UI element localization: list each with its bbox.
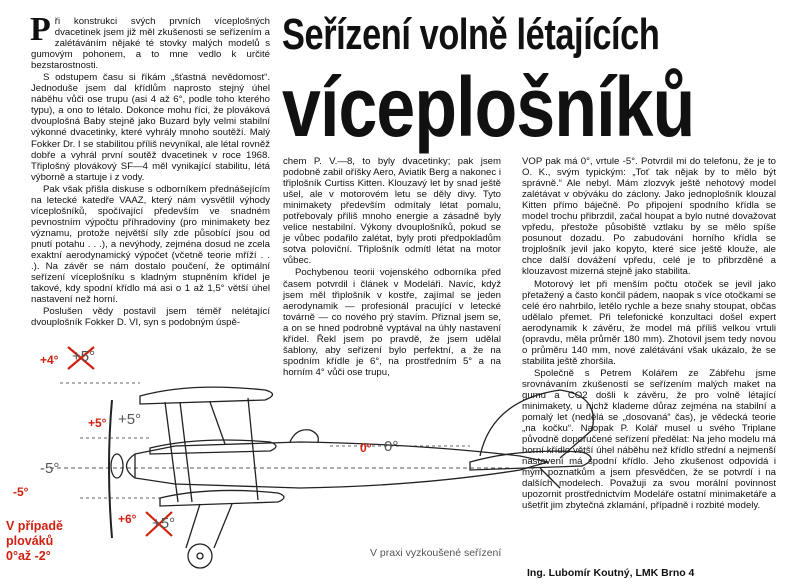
headline-line2: víceplošníků — [282, 60, 695, 154]
new-angle-bottom: +6° — [118, 512, 137, 526]
new-angle-propeller: -5° — [13, 485, 29, 499]
paragraph: VOP pak má 0°, vrtule -5°. Potvrdil mi do telefonu, že je to O. K., svým typickým: „Toť tak nějak by to mělo být správně.“ Ale nebyl. Mám zlozvyk ještě nehotový model zalétávat v obýváku do záclony. Jako jednoplošník klouzal Kitten přímo báječně. Po připojení spodního křídla se model trochu přibrzdil, začal houpat a bylo nutné dovažovat vpředu, přestože působiště vztlaku by se mělo spíše posunout dozadu. Po zabudování horního křídla se trojplošník jevil jako kopyto, které sice ještě klouže, ale chce další dovážení vpředu, celé je to přibrzděné a klouzavost mizerná stejně jako stabilita. — [522, 156, 776, 278]
paragraph: Poslušen vědy postavil jsem téměř nelétající dvouplošník Fokker D. VI, syn s podobným úspě- — [31, 306, 270, 329]
old-angle-propeller: -5° — [40, 460, 60, 477]
new-angle-top: +4° — [40, 353, 59, 367]
headline-line1: Seřízení volně létajících — [282, 10, 660, 59]
new-angle-stabilizer: 0° — [360, 441, 372, 455]
paragraph: Motorový let při menším počtu otoček se jevil jako přetažený a často končil pádem, naopak s více otočkami se celé éro nahrbilo, letělo rychle a beze snahy stoupat, občas udělalo přemet. Při telefonické konzultaci došel expert aerodynamik k závěru, že model má příliš velkou vrtuli (opravdu, měla průměr 180 mm). Zhotovil jsem tedy novou o průměru 140 mm, nové zalétávání však ukázalo, že se stabilita ještě zhoršila. — [522, 278, 776, 367]
article-column-1 — [30, 11, 270, 329]
new-angle-middle: +5° — [88, 416, 107, 430]
float-note: V případě plováků 0°až -2° — [6, 519, 63, 563]
old-angle-bottom: +5° — [152, 515, 176, 532]
author-byline: Ing. Lubomír Koutný, LMK Brno 4 — [527, 567, 695, 579]
old-angle-stabilizer: 0° — [384, 438, 399, 455]
old-angle-middle: +5° — [118, 411, 142, 428]
paragraph: chem P. V.—8, to byly dvacetinky; pak jsem podobně zabil oříšky Aero, Aviatik Berg a nakonec i třiplošník Curtiss Kitten. Klouzavý let by snad ještě ušel, ale v motorovém letu se děly divy. Tyto minimakety především odmítaly létat pomalu, potřebovaly příliš mnoho energie a zásadně byly velice nestabilní. Výkony dvouplošníků, pokud se je vůbec podařilo zalétat, byly proti předpokladům sotva poloviční. Třiplošník odmítl létat na motor vůbec. — [283, 156, 501, 267]
paragraph: Společně s Petrem Kolářem ze Zábřehu jsme srovnávaním zkušeností se seřízením malých maket na gumu a CO2 došli k závěru, že pro volně létající minimakety, u nichž klademe důraz zejména na stabilní a pomalý let (nedělá se „dosovaná“ čas), je vědecká teorie „na kočku“. Naopak P. Kolář musel u svého Triplane původně doporučené seřízení předělat: Na jeho modelu má horní křídlo větší úhel náběhu než křídlo střední a nejmenší nastavení má spodní křídlo. Jeho zkušenost odpovídá i mým poznatkům a jsem přesvědčen, že se potvrdí i na dalších modelech. Považuji za svou morální povinnost upozornit prostřednictvím Modeláře ostatní minimaketáře a ušetřit jim zbytečná zklamání, případně i rozbité modely. — [522, 367, 776, 512]
figure-caption: V praxi vyzkoušené seřízení — [370, 547, 502, 559]
old-angle-top: +5° — [72, 348, 96, 365]
paragraph: Pak však přišla diskuse s odborníkem přednášejícím na letecké katedře VAAZ, který nám vysvětlil výhody víceplošníků, spočívající především ve snadném pevnostním výpočtu příhradoviny (pro minimakety bez významu, protože největší síly zde působící jsou od pnutí potahu . . .), a nevýhody, zejména dosud ne zcela exaktní aerodynamický výpočet (včetně teorie mříží . . .). Na závěr se nám dostalo poučení, že optimální seřízení víceplošníku s kladným stupněním křídel je takové, kdy spodní křídlo má asi o 1 až 1,5° větší úhel nastavení než horní. — [31, 183, 270, 306]
paragraph: Při konstrukci svých prvních víceplošných dvacetinek jsem již měl zkušenosti se seřízením a zalétáváním nějaké té stovky malých modelů s gumovým pohonem, a to mne vedlo k určité bezstarostnosti. — [30, 11, 270, 72]
paragraph: S odstupem času si říkám „šťastná nevědomost“. Jednoduše jsem dal křídlům naprosto stejný úhel náběhu vůči ose trupu (asi 4 až 6°, podle toho kterého typu), a ono to létalo. Dokonce mohu říci, že plováková dvouplošná Baby stejně jako Buzard byly velmi stabilní výkonné dvacetinky, které vyhrály mnoho soutěží. Malý Fokker Dr. I se stabilitou příliš nevyníkal, ale létal rovněž dobře a vyhrál první soutěž dvacetinek v roce 1968. Třiplošný plovákový SF—4 měl vynikající stabilitu, létá výborně a startuje i z vody. — [31, 72, 270, 183]
paragraph: Pochybenou teorii vojenského odborníka před časem potvrdil i článek v Modeláři. Navíc, když jsem měl třiplošník v kostře, zajímal se jeden aerodynamik — profesionál pracující v letecké továrně — co nového prý stavím. Přiznal jsem se, a on se hned podrobně vyptával na úhly nastavení křídel. Řekl jsem po pravdě, že jsem udělal šablony, aby seřízení bylo perfektní, a že na spodním křídle je 6°, na prostředním 5° a na horním 4° vůči ose trupu, — [283, 267, 501, 378]
